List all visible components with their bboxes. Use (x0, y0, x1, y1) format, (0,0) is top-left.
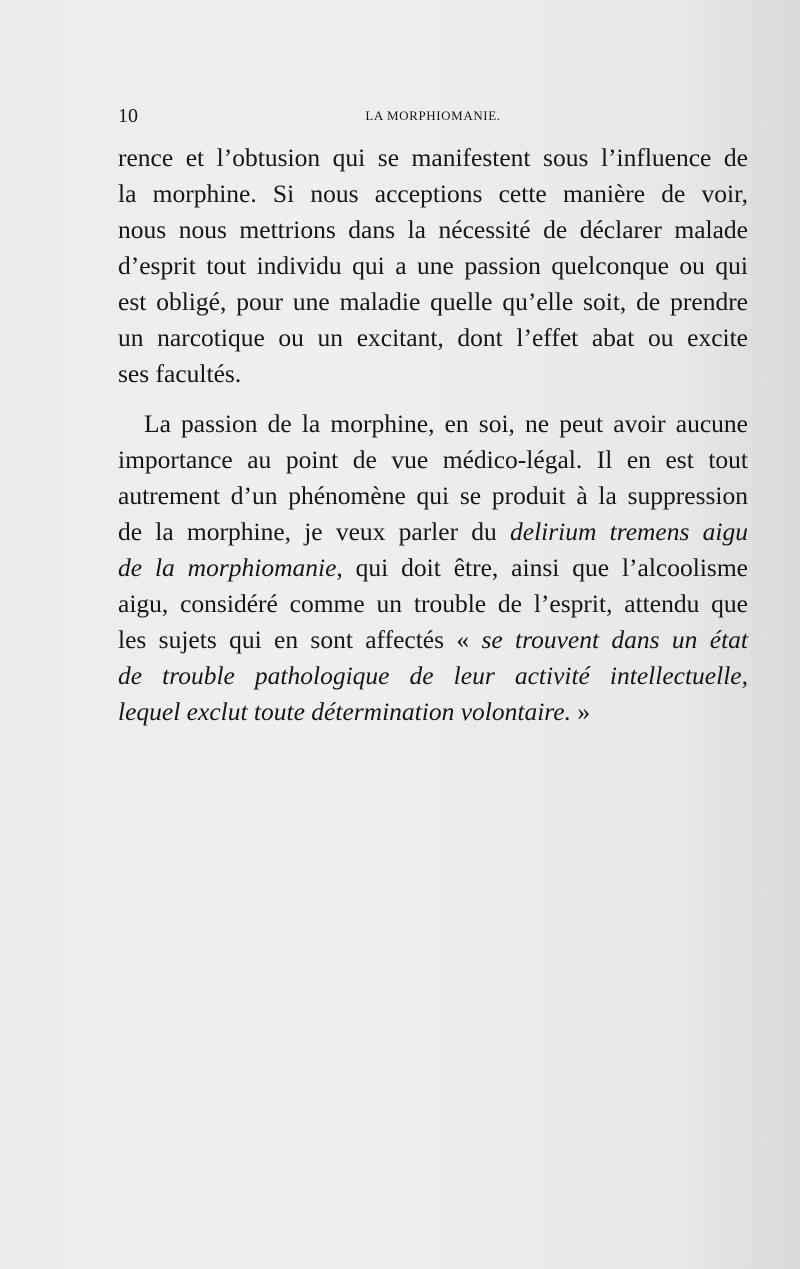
text-line (118, 622, 748, 658)
text-line: autrement d’un phénomène qui se produit à la suppression (118, 481, 748, 510)
paragraph-2 (118, 406, 748, 730)
italic-quote: lequel exclut toute détermination volontaire. (118, 697, 571, 726)
text-run: les sujets qui en sont affectés « (118, 625, 482, 654)
text-line: rence et l’obtusion qui se manifestent sous l’influence de (118, 143, 748, 172)
paragraph-gap (118, 392, 748, 406)
paragraph-1 (118, 140, 748, 392)
page-header (118, 104, 748, 128)
text-line (118, 658, 748, 694)
text-line (118, 550, 748, 586)
text-line: importance au point de vue médico-légal. Il en est tout (118, 445, 748, 474)
body-text (118, 140, 748, 730)
text-line: nous nous mettrions dans la nécessité de déclarer malade (118, 215, 748, 244)
text-line (118, 514, 748, 550)
text-line: la morphine. Si nous acceptions cette manière de voir, (118, 179, 748, 208)
italic-term: de la morphiomanie (118, 553, 337, 582)
italic-quote: de trouble pathologique de leur activité intellectuelle, (118, 661, 748, 690)
italic-term: delirium tremens aigu (510, 517, 748, 546)
text-line: un narcotique ou un excitant, dont l’effet abat ou excite (118, 323, 748, 352)
text-line: ses facultés. (118, 359, 242, 388)
text-run: , qui doit être, ainsi que l’alcoolisme (336, 553, 748, 582)
text-line: est obligé, pour une maladie quelle qu’elle soit, de prendre (118, 287, 748, 316)
closing-quote: » (570, 697, 591, 726)
text-run: de la morphine, je veux parler du (118, 517, 511, 546)
page-number: 10 (118, 105, 138, 127)
text-line (118, 694, 748, 730)
text-line: La passion de la morphine, en soi, ne peut avoir aucune (144, 409, 748, 438)
running-title: LA MORPHIOMANIE. (365, 108, 501, 123)
italic-quote: se trouvent dans un état (481, 625, 748, 654)
text-line: d’esprit tout individu qui a une passion quelconque ou qui (118, 251, 748, 280)
text-line: aigu, considéré comme un trouble de l’esprit, attendu que (118, 589, 748, 618)
